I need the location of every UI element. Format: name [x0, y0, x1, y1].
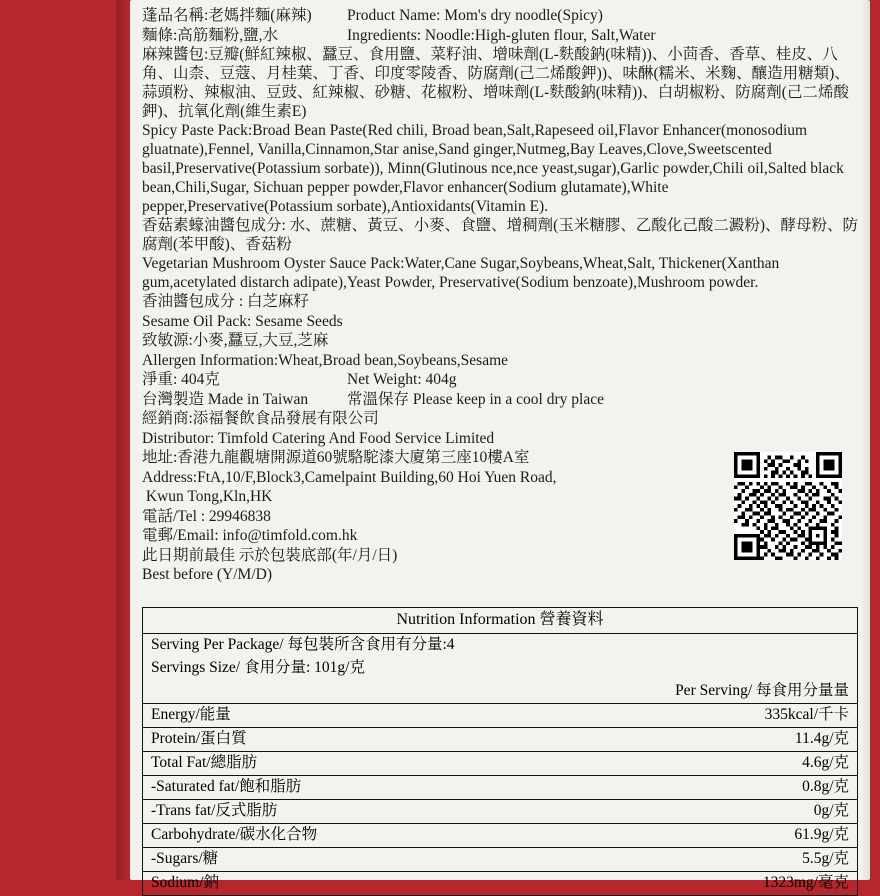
nutrient-label: Energy/能量 — [143, 704, 493, 728]
product-name-row — [142, 6, 860, 26]
nutrient-value: 5.5g/克 — [493, 848, 857, 872]
servings-size: Servings Size/ 食用分量: 101g/克 — [151, 659, 365, 676]
nutrient-value: 0.8g/克 — [493, 776, 857, 800]
product-name-en: Product Name: Mom's dry noodle(Spicy) — [347, 7, 603, 24]
address-en-line1: Address:FtA,10/F,Block3,Camelpaint Building,60 Hoi Yuen Road, — [142, 468, 557, 486]
nutrient-value: 1323mg/毫克 — [762, 874, 849, 891]
servings-size-row — [143, 657, 857, 680]
table-row — [143, 824, 857, 848]
spicy-paste-ingredients-cn: 麻辣醬包:豆瓣(鮮紅辣椒、蠶豆、食用鹽、菜籽油、增味劑(L-麩酸鈉(味精))、小茴香、香草、桂皮、八角、山柰、豆蔻、月桂葉、丁香、印度零陵香、防腐劑(己二烯酸鉀))、味醂(糯米、米麴、釀造用糖類)、蒜頭粉、辣椒油、豆豉、紅辣椒、砂糖、花椒粉、增味劑(L-麩酸鈉(味精))、白胡椒粉、防腐劑(己二烯酸鉀)、抗氧化劑(維生素E) — [142, 46, 850, 120]
sesame-oil-ingredients-en: Sesame Oil Pack: Sesame Seeds — [142, 312, 343, 330]
nutrient-label: -Trans fat/反式脂肪 — [143, 800, 493, 824]
address-cn: 地址:香港九龍觀塘開源道60號駱駝漆大廈第三座10樓A室 — [142, 449, 530, 466]
net-weight-en: Net Weight: 404g — [347, 371, 457, 388]
per-serving-header-row — [143, 680, 857, 704]
distributor-en: Distributor: Timfold Catering And Food Service Limited — [142, 429, 495, 447]
nutrient-label: Protein/蛋白質 — [143, 728, 493, 752]
address-en-line2: Kwun Tong,Kln,HK — [142, 488, 273, 505]
table-row — [143, 872, 857, 896]
package-red-edge — [0, 0, 130, 880]
table-row — [143, 848, 857, 872]
table-row — [143, 776, 857, 800]
sesame-oil-ingredients-cn: 香油醬包成分 : 白芝麻籽 — [142, 293, 310, 310]
nutrient-value: 11.4g/克 — [493, 728, 857, 752]
ingredients-noodle-row — [142, 26, 860, 46]
nutrition-rows — [143, 634, 857, 895]
table-row — [143, 704, 857, 728]
best-before-en: Best before (Y/M/D) — [142, 566, 272, 583]
telephone: 電話/Tel : 29946838 — [142, 507, 271, 525]
net-weight-row — [142, 370, 860, 390]
nutrient-value: 4.6g/克 — [493, 752, 857, 776]
net-weight-cn: 淨重: 404克 — [142, 371, 220, 388]
nutrient-value: 0g/克 — [493, 800, 857, 824]
mushroom-sauce-ingredients-cn: 香菇素蠔油醬包成分: 水、蔗糖、黃豆、小麥、食鹽、增稠劑(玉米糖膠、乙酸化己酸二澱粉)、酵母粉、防腐劑(苯甲酸)、香菇粉 — [142, 217, 859, 253]
storage-instruction: 常溫保存 Please keep in a cool dry place — [347, 390, 604, 408]
allergen-en: Allergen Information:Wheat,Broad bean,Soybeans,Sesame — [142, 351, 509, 369]
nutrient-value: 335kcal/千卡 — [493, 704, 857, 728]
table-row — [143, 728, 857, 752]
best-before-cn: 此日期前最佳 示於包裝底部(年/月/日) — [142, 546, 398, 564]
nutrient-label: -Sugars/糖 — [143, 848, 493, 872]
origin-storage-row — [142, 390, 860, 410]
nutrient-label: Total Fat/總脂肪 — [143, 752, 493, 776]
ingredients-label-en: Ingredients: Noodle:High-gluten flour, Salt,Water — [347, 26, 656, 44]
per-serving-header: Per Serving/ 每食用分量量 — [493, 680, 857, 704]
nutrient-label: Carbohydrate/碳水化合物 — [143, 824, 493, 848]
nutrition-label — [130, 0, 870, 891]
qr-code[interactable] — [734, 452, 842, 560]
ingredients-label-cn: 麵條:高筋麵粉,鹽,水 — [142, 26, 279, 44]
table-row — [143, 800, 857, 824]
distributor-cn: 經銷商:添福餐飲食品發展有限公司 — [142, 410, 379, 427]
qr-code-image — [734, 452, 842, 560]
mushroom-sauce-ingredients-en: Vegetarian Mushroom Oyster Sauce Pack:Water,Cane Sugar,Soybeans,Wheat,Salt, Thickener(Xanthan gum,acetylated distarch adipate),Yeast Powder, Preservative(Sodium benzoate),Mushroom powder. — [142, 255, 784, 291]
email: 電郵/Email: info@timfold.com.hk — [142, 527, 358, 544]
table-row — [143, 752, 857, 776]
allergen-cn: 致敏源:小麥,蠶豆,大豆,芝麻 — [142, 332, 329, 349]
made-in-taiwan: 台灣製造 Made in Taiwan — [142, 390, 309, 408]
serving-per-package: Serving Per Package/ 每包裝所含食用有分量:4 — [151, 636, 455, 653]
nutrient-label: -Saturated fat/飽和脂肪 — [143, 776, 493, 800]
nutrient-label: Sodium/鈉 — [151, 874, 220, 891]
nutrient-value: 61.9g/克 — [493, 824, 857, 848]
nutrition-information-table — [142, 607, 858, 896]
spicy-paste-ingredients-en: Spicy Paste Pack:Broad Bean Paste(Red chili, Broad bean,Salt,Rapeseed oil,Flavor Enhancer(monosodium gluatnate),Fennel, Vanilla,Cinnamon,Star anise,Sand ginger,Nutmeg,Bay Leaves,Clove,Sweetscented basil,Preservative(Potassium sorbate)), Minn(Glutinous nce,nce yeast,sugar),Garlic powder,Chili oil,Salted black bean,Chili,Sugar, Sichuan pepper powder,Flavor enhancer(Sodium glutamate),White pepper,Preservative(Potassium sorbate),Antioxidants(Vitamin E). — [142, 122, 848, 215]
serving-per-package-row — [143, 634, 857, 657]
nutrition-table-title: Nutrition Information 營養資料 — [143, 608, 857, 634]
product-name-cn: 蓬品名稱:老媽拌麵(麻辣) — [142, 7, 312, 24]
